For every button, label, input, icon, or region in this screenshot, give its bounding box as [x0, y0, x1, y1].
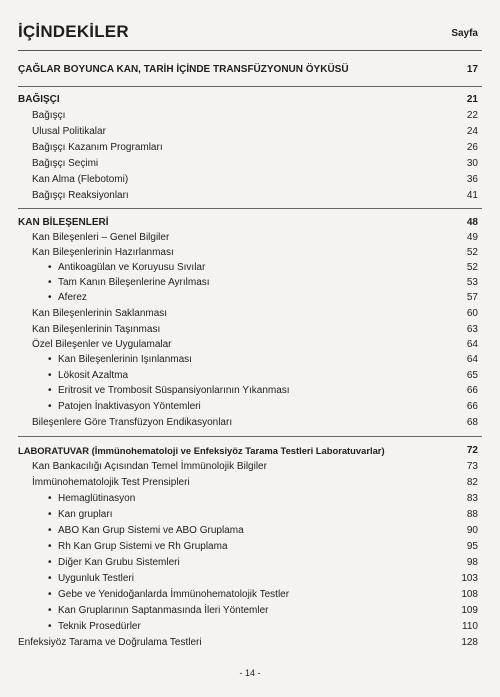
bullet-icon: • [48, 401, 52, 412]
toc-item: Kan Bileşenleri – Genel Bilgiler 49 [32, 232, 478, 243]
toc-subitem: • Eritrosit ve Trombosit Süspansiyonlarının Yıkanması 66 [18, 383, 482, 399]
bullet-icon: • [48, 589, 52, 600]
bullet-icon: • [48, 493, 52, 504]
toc-item: Enfeksiyöz Tarama ve Doğrulama Testleri 128 [18, 637, 478, 648]
toc-item: Bağışçı Kazanım Programları 26 [32, 142, 478, 153]
toc-subitem: • Antikoagülan ve Koruyusu Sıvılar 52 [18, 260, 482, 276]
page-title: İÇİNDEKİLER [18, 22, 129, 41]
toc-subitem: • Kan grupları 88 [18, 507, 482, 523]
toc-section-title: ÇAĞLAR BOYUNCA KAN, TARİH İÇİNDE TRANSFÜZYONUN ÖYKÜSÜ 17 [18, 64, 478, 75]
toc-item: Kan Bileşenlerinin Taşınması 63 [32, 324, 478, 335]
bullet-icon: • [48, 557, 52, 568]
toc-item: Kan Bileşenlerinin Saklanması 60 [32, 308, 478, 319]
bullet-icon: • [48, 525, 52, 536]
section-divider [18, 208, 482, 209]
toc-item: Bileşenlere Göre Transfüzyon Endikasyonları 68 [32, 417, 478, 428]
toc-subitem: • Tam Kanın Bileşenlerine Ayrılması 53 [18, 275, 482, 291]
toc-item: Kan Alma (Flebotomi) 36 [32, 174, 478, 185]
toc-subitem: • Rh Kan Grup Sistemi ve Rh Gruplama 95 [18, 539, 482, 555]
page-number: - 14 - [239, 668, 261, 678]
toc-subitem: • Lökosit Azaltma 65 [18, 368, 482, 384]
toc-item: Kan Bileşenlerinin Hazırlanması 52 [32, 247, 478, 258]
bullet-icon: • [48, 385, 52, 396]
toc-subitem: • Uygunluk Testleri 103 [18, 571, 482, 587]
toc-item: Bağışçı 22 [32, 110, 478, 121]
toc-subitem: • Kan Bileşenlerinin Işınlanması 64 [18, 352, 482, 368]
bullet-icon: • [48, 605, 52, 616]
bullet-icon: • [48, 370, 52, 381]
toc-subitem: • Aferez 57 [18, 290, 482, 306]
toc-item: Özel Bileşenler ve Uygulamalar 64 [32, 339, 478, 350]
toc-item: Kan Bankacılığı Açısından Temel İmmünolojik Bilgiler 73 [32, 461, 478, 472]
bullet-icon: • [48, 509, 52, 520]
toc-item: Bağışçı Reaksiyonları 41 [32, 190, 478, 201]
bullet-icon: • [48, 277, 52, 288]
toc-item: İmmünohematolojik Test Prensipleri 82 [32, 477, 478, 488]
toc-subitem: • Patojen İnaktivasyon Yöntemleri 66 [18, 399, 482, 415]
section-divider [18, 86, 482, 87]
toc-subitem: • Hemaglütinasyon 83 [18, 491, 482, 507]
toc-subitem: • ABO Kan Grup Sistemi ve ABO Gruplama 90 [18, 523, 482, 539]
bullet-icon: • [48, 621, 52, 632]
toc-subitem: • Gebe ve Yenidoğanlarda İmmünohematolojik Testler 108 [18, 587, 482, 603]
toc-header [18, 22, 482, 51]
toc-subitem: • Teknik Prosedürler 110 [18, 619, 482, 635]
bullet-icon: • [48, 573, 52, 584]
toc-subitem: • Kan Gruplarının Saptanmasında İleri Yöntemler 109 [18, 603, 482, 619]
bullet-icon: • [48, 354, 52, 365]
toc-section-title: BAĞIŞÇI 21 [18, 94, 478, 105]
page-column-label: Sayfa [451, 28, 478, 39]
toc-section-title: KAN BİLEŞENLERİ 48 [18, 217, 478, 228]
section-divider [18, 436, 482, 437]
bullet-icon: • [48, 541, 52, 552]
toc-item: Bağışçı Seçimi 30 [32, 158, 478, 169]
toc-subitem: • Diğer Kan Grubu Sistemleri 98 [18, 555, 482, 571]
bullet-icon: • [48, 262, 52, 273]
toc-item: Ulusal Politikalar 24 [32, 126, 478, 137]
bullet-icon: • [48, 292, 52, 303]
toc-section-title: LABORATUVAR (İmmünohematoloji ve Enfeksiyöz Tarama Testleri Laboratuvarlar) 72 [18, 445, 478, 456]
